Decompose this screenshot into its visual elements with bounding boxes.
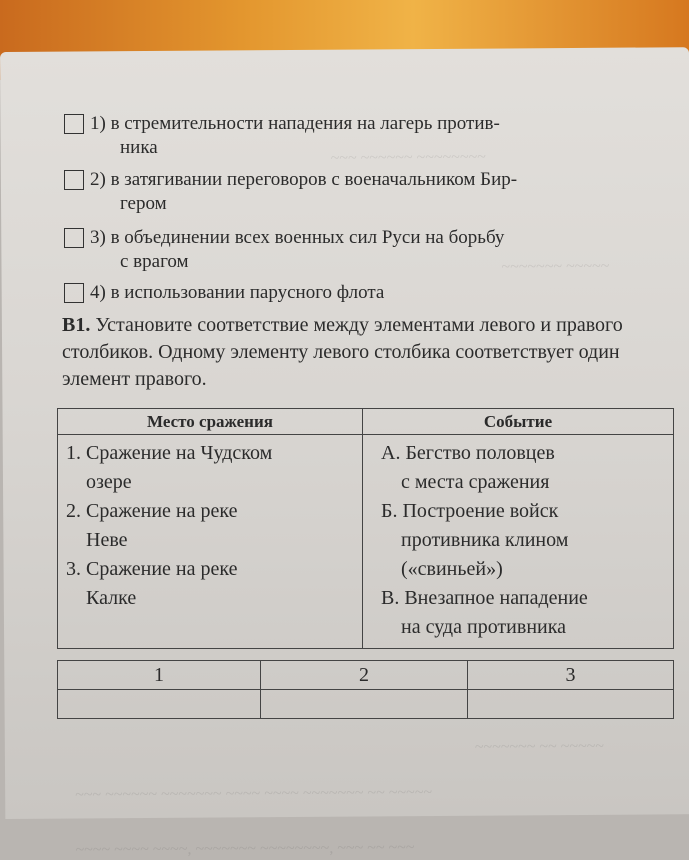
right-item-a-cont: с места сражения xyxy=(401,471,550,493)
left-item-3-cont: Калке xyxy=(86,587,137,609)
left-item-2-cont: Неве xyxy=(86,529,128,551)
answer-table xyxy=(57,660,674,719)
bleed-through-text: ~~~~ ~~~~ ~~~~, ~~~~~~~ ~~~~~~~~, ~~~ ~~ ~~~ xyxy=(75,839,415,859)
option-number: 2) xyxy=(90,169,106,190)
checkbox-2[interactable] xyxy=(64,170,84,190)
option-text-continuation: ника xyxy=(120,137,158,158)
answer-cell-3[interactable] xyxy=(468,690,674,719)
left-item-2: 2. Сражение на реке xyxy=(66,500,238,522)
left-item-3: 3. Сражение на реке xyxy=(66,558,238,580)
option-text: в затягивании переговоров с военачальником Бир- xyxy=(110,169,518,190)
option-text-continuation: гером xyxy=(120,193,167,214)
checkbox-4[interactable] xyxy=(64,283,84,303)
left-item-1-cont: озере xyxy=(86,471,132,493)
right-item-v-cont: на суда противника xyxy=(401,616,567,638)
option-number: 1) xyxy=(90,113,106,134)
option-text: в стремительности нападения на лагерь против- xyxy=(110,113,500,134)
option-2 xyxy=(64,168,517,216)
bleed-through-text: ~~~ ~~~~~~ ~~~~~~~ ~~~~ ~~~~ ~~~~~~~ ~~ ~~~~~ xyxy=(75,784,433,804)
option-text-continuation: с врагом xyxy=(120,251,189,272)
question-code: В1. xyxy=(62,314,91,336)
header-battle-place: Место сражения xyxy=(58,409,363,435)
right-column xyxy=(363,435,674,649)
header-event: Событие xyxy=(363,409,674,435)
option-1 xyxy=(64,112,500,160)
bleed-through-text: ~~~ ~~~~~~ ~~~~~~~~ xyxy=(330,148,486,167)
question-text: Установите соответствие между элементами левого и правого столбиков. Одному элементу левого столбика соответствует один элемент правого. xyxy=(62,314,623,390)
right-item-v: В. Внезапное нападение xyxy=(381,587,588,609)
checkbox-3[interactable] xyxy=(64,228,84,248)
option-number: 4) xyxy=(90,282,106,303)
bleed-through-text: ~~~~~~~ ~~ ~~~~~ xyxy=(474,737,605,756)
option-3 xyxy=(64,226,504,274)
answer-header-3: 3 xyxy=(468,661,674,690)
right-item-a: А. Бегство половцев xyxy=(381,442,555,464)
right-item-b: Б. Построение войск xyxy=(381,500,559,522)
option-4 xyxy=(64,281,384,305)
left-column xyxy=(58,435,363,649)
option-text: в использовании парусного флота xyxy=(110,282,385,303)
checkbox-1[interactable] xyxy=(64,114,84,134)
answer-cell-2[interactable] xyxy=(261,690,468,719)
right-item-b-cont: противника клином xyxy=(401,529,569,551)
matching-table xyxy=(57,408,674,649)
option-number: 3) xyxy=(90,227,106,248)
option-text: в объединении всех военных сил Руси на борьбу xyxy=(110,227,505,248)
left-item-1: 1. Сражение на Чудском xyxy=(66,442,273,464)
question-b1 xyxy=(62,312,674,393)
right-item-b-cont2: («свиньей») xyxy=(401,558,503,580)
answer-cell-1[interactable] xyxy=(58,690,261,719)
bleed-through-text: ~~~~~~~ ~~~~~ xyxy=(501,257,610,276)
answer-header-1: 1 xyxy=(58,661,261,690)
answer-header-2: 2 xyxy=(261,661,468,690)
